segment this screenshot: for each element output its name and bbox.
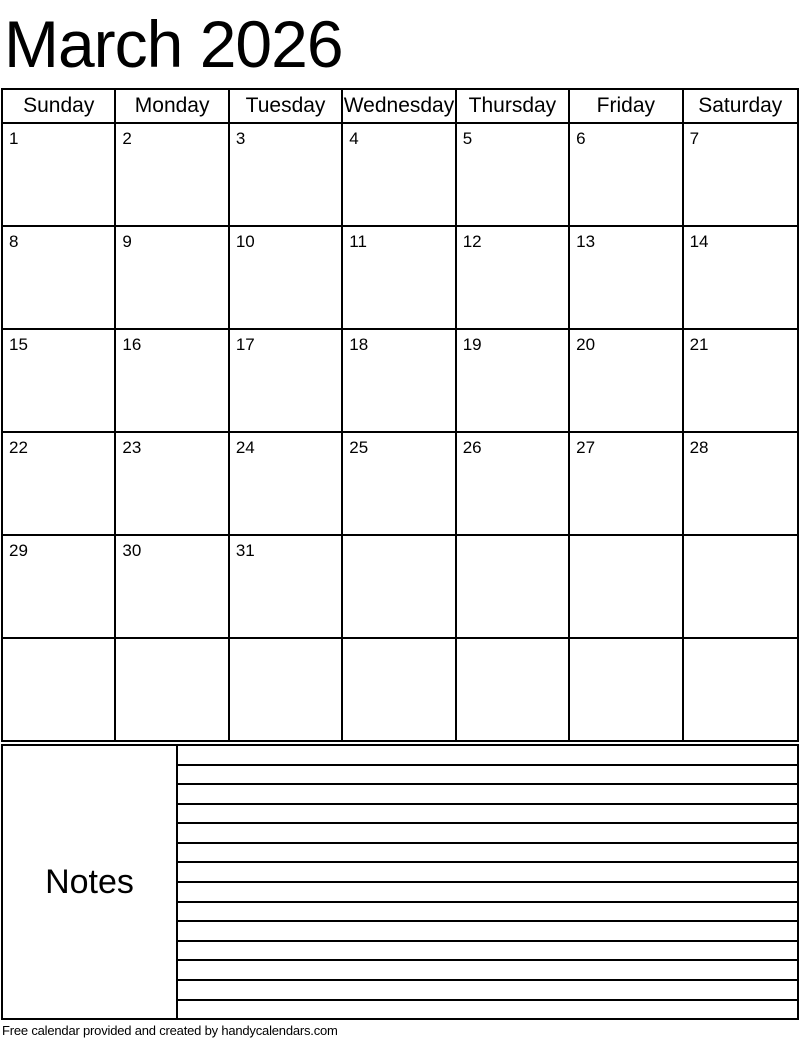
day-cell-9: 9 [116, 227, 229, 330]
calendar-grid [1, 88, 799, 742]
note-line [178, 863, 797, 883]
note-line [178, 844, 797, 864]
day-cell-31: 31 [230, 536, 343, 639]
day-cell-empty [570, 639, 683, 740]
page-title: March 2026 [4, 7, 343, 81]
day-cell-24: 24 [230, 433, 343, 536]
day-cell-11: 11 [343, 227, 456, 330]
weekday-header-saturday: Saturday [684, 90, 797, 124]
day-cell-8: 8 [3, 227, 116, 330]
weekday-header-friday: Friday [570, 90, 683, 124]
day-cell-26: 26 [457, 433, 570, 536]
day-cell-19: 19 [457, 330, 570, 433]
day-cell-7: 7 [684, 124, 797, 227]
day-cell-16: 16 [116, 330, 229, 433]
day-cell-17: 17 [230, 330, 343, 433]
day-cell-20: 20 [570, 330, 683, 433]
day-cell-5: 5 [457, 124, 570, 227]
weekday-header-wednesday: Wednesday [343, 90, 456, 124]
day-cell-12: 12 [457, 227, 570, 330]
day-cell-empty [457, 639, 570, 740]
notes-section [1, 744, 799, 1020]
day-cell-30: 30 [116, 536, 229, 639]
note-line [178, 942, 797, 962]
day-cell-6: 6 [570, 124, 683, 227]
day-cell-14: 14 [684, 227, 797, 330]
day-cell-2: 2 [116, 124, 229, 227]
note-line [178, 883, 797, 903]
weekday-header-monday: Monday [116, 90, 229, 124]
note-line [178, 785, 797, 805]
day-cell-25: 25 [343, 433, 456, 536]
day-cell-empty [457, 536, 570, 639]
note-line [178, 766, 797, 786]
note-line [178, 746, 797, 766]
note-line [178, 805, 797, 825]
note-line [178, 922, 797, 942]
weekday-header-tuesday: Tuesday [230, 90, 343, 124]
weekday-header-sunday: Sunday [3, 90, 116, 124]
day-cell-empty [230, 639, 343, 740]
note-line [178, 1001, 797, 1019]
note-line [178, 903, 797, 923]
day-cell-15: 15 [3, 330, 116, 433]
note-line [178, 961, 797, 981]
day-cell-27: 27 [570, 433, 683, 536]
day-cell-13: 13 [570, 227, 683, 330]
day-cell-29: 29 [3, 536, 116, 639]
day-cell-3: 3 [230, 124, 343, 227]
day-cell-empty [684, 639, 797, 740]
day-cell-10: 10 [230, 227, 343, 330]
day-cell-21: 21 [684, 330, 797, 433]
notes-lines [178, 746, 797, 1018]
footer-credit: Free calendar provided and created by handycalendars.com [2, 1023, 338, 1038]
day-cell-empty [343, 639, 456, 740]
day-cell-28: 28 [684, 433, 797, 536]
day-cell-22: 22 [3, 433, 116, 536]
day-cell-empty [3, 639, 116, 740]
day-cell-empty [116, 639, 229, 740]
day-cell-empty [570, 536, 683, 639]
day-cell-23: 23 [116, 433, 229, 536]
note-line [178, 824, 797, 844]
notes-label-box [3, 746, 178, 1018]
day-cell-empty [343, 536, 456, 639]
day-cell-18: 18 [343, 330, 456, 433]
notes-label: Notes [45, 862, 134, 901]
note-line [178, 981, 797, 1001]
day-cell-1: 1 [3, 124, 116, 227]
day-cell-4: 4 [343, 124, 456, 227]
day-cell-empty [684, 536, 797, 639]
weekday-header-thursday: Thursday [457, 90, 570, 124]
